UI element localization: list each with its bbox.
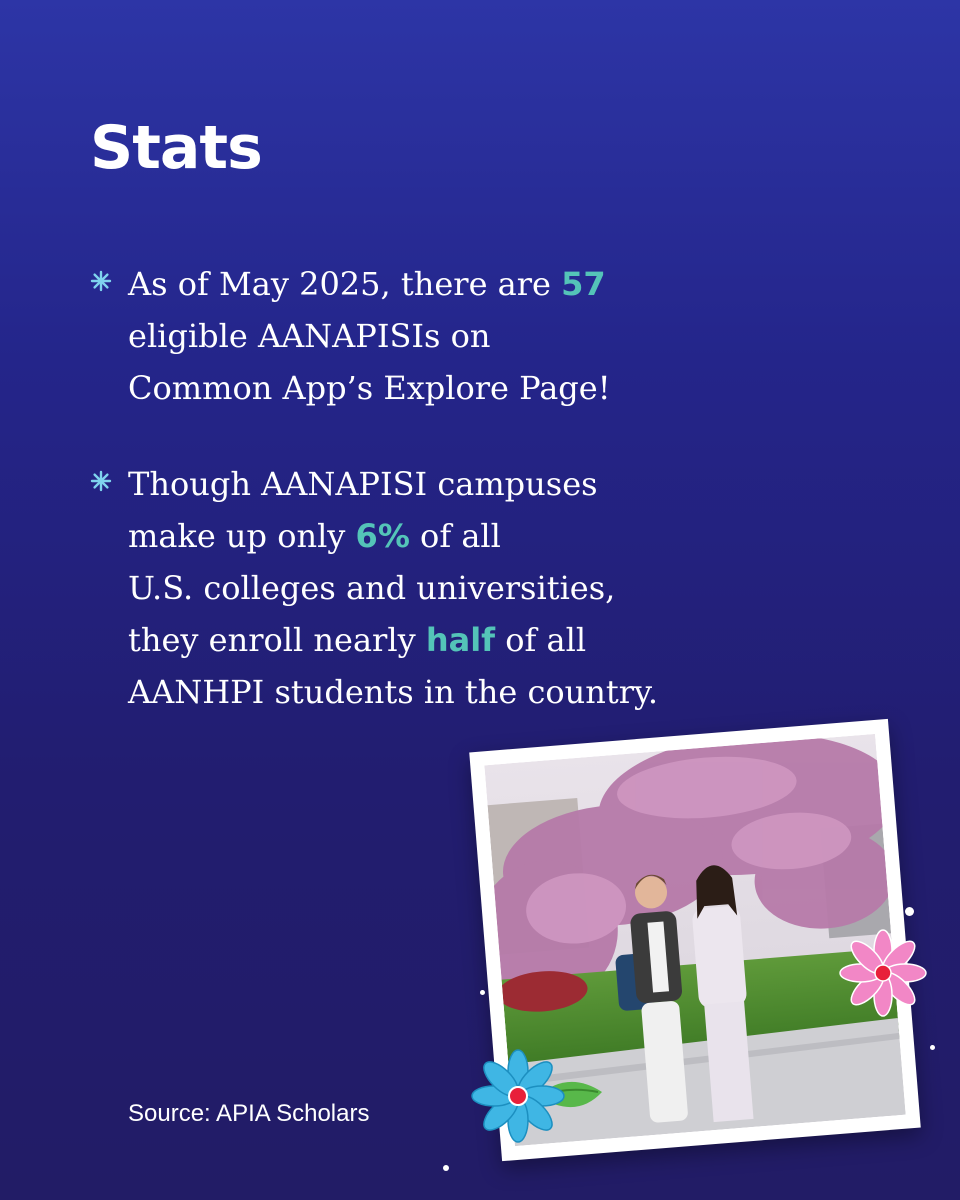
stat-item	[90, 458, 790, 718]
stat-segment: U.S. colleges and universities,	[128, 569, 616, 607]
stat-text	[128, 458, 790, 718]
stat-text	[128, 258, 790, 414]
stat-line	[128, 258, 790, 310]
highlight-stat: 57	[561, 265, 606, 303]
stat-segment: Though AANAPISI campuses	[128, 465, 598, 503]
stat-segment: eligible AANAPISIs on	[128, 317, 491, 355]
sparkle-dot	[480, 990, 485, 995]
stats-list	[90, 258, 790, 762]
sparkle-dot	[905, 907, 914, 916]
stat-segment: AANHPI students in the country.	[128, 673, 658, 711]
pink-flower-icon	[838, 928, 928, 1018]
stat-line	[128, 362, 790, 414]
stat-line	[128, 310, 790, 362]
stat-segment: of all	[495, 621, 587, 659]
snowflake-icon	[90, 270, 112, 292]
stat-segment: of all	[409, 517, 501, 555]
page-title: Stats	[90, 113, 262, 183]
stat-line	[128, 458, 790, 510]
stat-segment: Common App’s Explore Page!	[128, 369, 611, 407]
snowflake-icon	[90, 470, 112, 492]
stat-segment: make up only	[128, 517, 356, 555]
blue-flower-icon	[468, 1048, 608, 1148]
stat-item	[90, 258, 790, 414]
stat-line	[128, 562, 790, 614]
stat-segment: they enroll nearly	[128, 621, 426, 659]
stat-line	[128, 614, 790, 666]
sparkle-dot	[930, 1045, 935, 1050]
source-credit: Source: APIA Scholars	[128, 1100, 370, 1127]
stat-line	[128, 666, 790, 718]
sparkle-dot	[443, 1165, 449, 1171]
highlight-stat: 6%	[355, 517, 410, 555]
highlight-stat: half	[425, 621, 496, 659]
stat-line	[128, 510, 790, 562]
stat-segment: As of May 2025, there are	[128, 265, 562, 303]
